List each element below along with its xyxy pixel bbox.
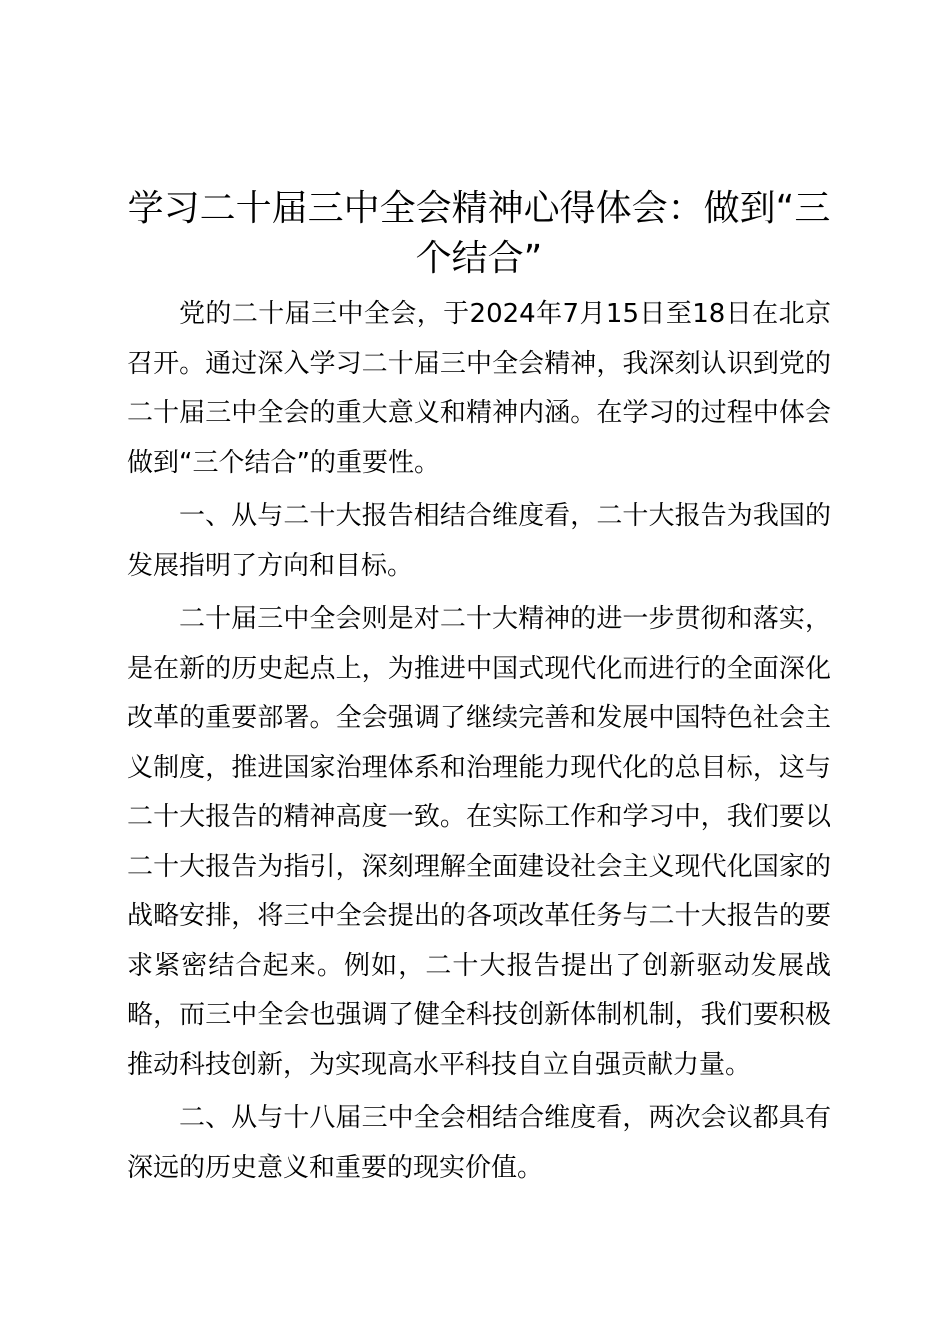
paragraph-section-one-body: 二十届三中全会则是对二十大精神的进一步贯彻和落实，是在新的历史起点上，为推进中国式现代化而进行的全面深化改革的重要部署。全会强调了继续完善和发展中国特色社会主义制度，推进国家治理体系和治理能力现代化的总目标，这与二十大报告的精神高度一致。在实际工作和学习中，我们要以二十大报告为指引，深刻理解全面建设社会主义现代化国家的战略安排，将三中全会提出的各项改革任务与二十大报告的要求紧密结合起来。例如，二十大报告提出了创新驱动发展战略，而三中全会也强调了健全科技创新体制机制，我们要积极推动科技创新，为实现高水平科技自立自强贡献力量。 [127,604,831,1080]
paragraph-section-one: 一、从与二十大报告相结合维度看，二十大报告为我国的发展指明了方向和目标。 [127,501,831,581]
paragraph-intro: 党的二十届三中全会，于2024年7月15日至18日在北京召开。通过深入学习二十届三中全会精神，我深刻认识到党的二十届三中全会的重大意义和精神内涵。在学习的过程中体会做到“三个结合”的重要性。 [127,299,831,478]
document-title: 学习二十届三中全会精神心得体会：做到“三个结合” [127,188,831,279]
document-page [127,184,831,1193]
paragraph-section-two: 二、从与十八届三中全会相结合维度看，两次会议都具有深远的历史意义和重要的现实价值。 [127,1103,831,1183]
